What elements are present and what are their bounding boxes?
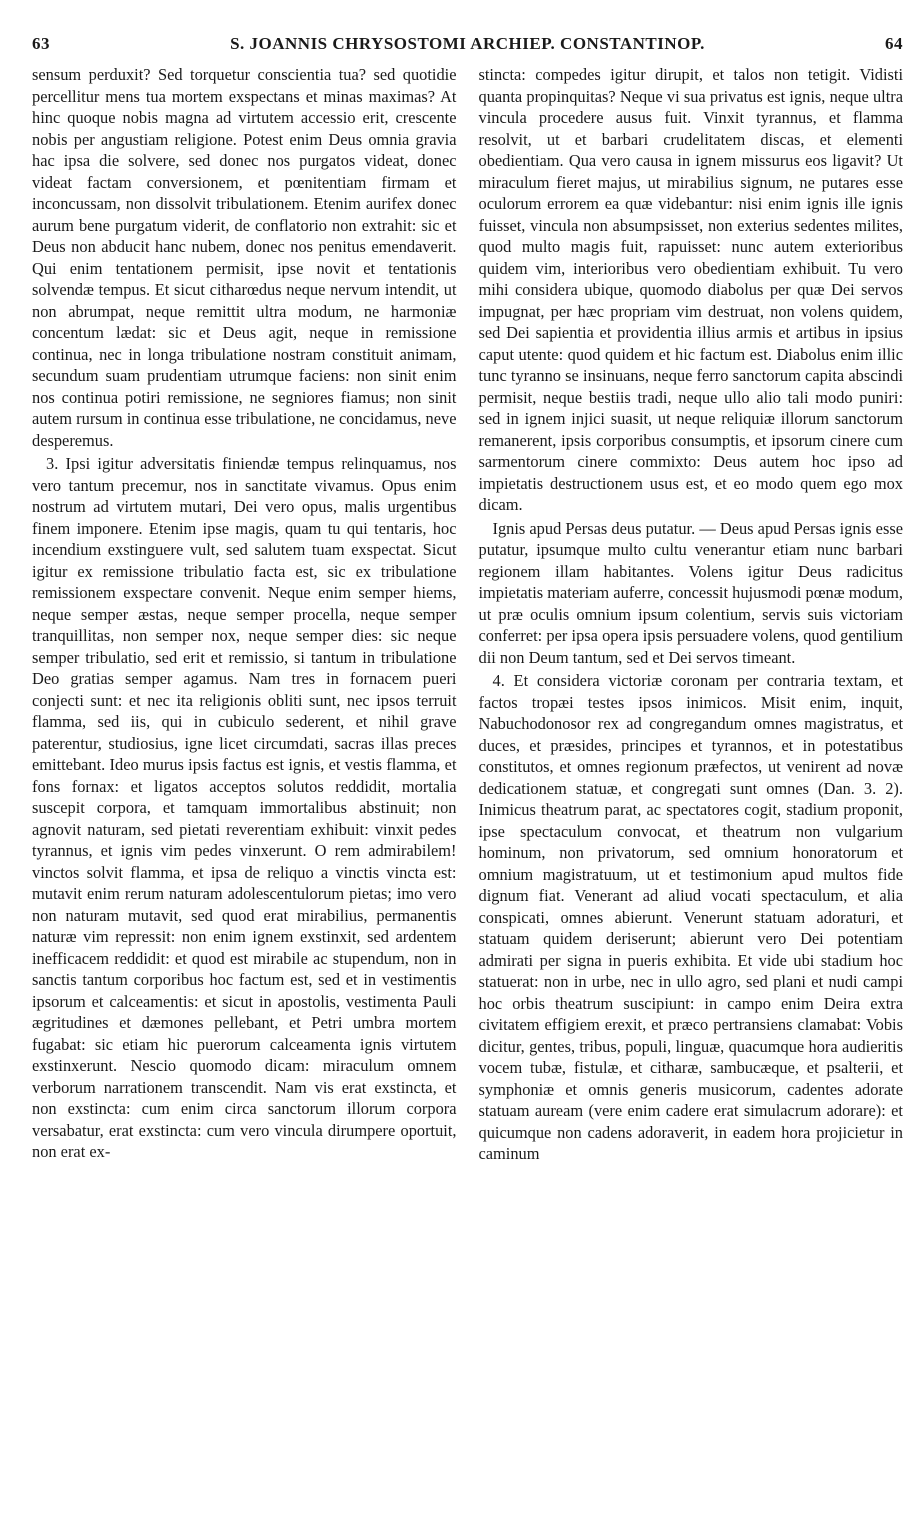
text-columns xyxy=(32,64,903,1165)
paragraph: 3. Ipsi igitur adversitatis finiendæ tempus relinquamus, nos vero tantum precemur, nos in sanctitate vivamus. Opus enim nostrum ad virtutem mutari, Dei vero opus, malis urgentibus finem imponere. Etenim ipse magis, quam tu qui tentaris, hoc incendium exstinguere vult, sed salutem tuam exspectat. Sicut igitur ex remissione tribulatio facta est, sic ex tribulatione remissionem exspectare convenit. Neque enim semper hiems, neque semper æstas, neque semper procella, neque semper tranquillitas, non semper nox, neque semper dies: sic neque semper tribulatio, sed erit et remissio, si tantum in tribulatione Deo gratias semper agamus. Nam tres in fornacem pueri conjecti sunt: et nec ita religionis obliti sunt, nec ipsos terruit flamma, sed iis, qui in cubiculo sederent, et nihil grave paterentur, studiosius, igne licet circumdati, sacras illas preces emittebant. Ideo murus ipsis factus est ignis, et vestis flamma, et fons fornax: et ligatos acceptos solutos reddidit, mortalia suscepit corpora, et tamquam immortalibus abstinuit; non agnovit naturam, sed pietati reverentiam exhibuit: vinxit pedes tyrannus, et ignis vim pedes vinxerunt. O rem admirabilem! vinctos solvit flamma, et ipsa de reliquo a vinctis vincta est: mutavit enim rerum naturam adolescentulorum pietas; imo vero non naturam mutavit, sed quod erat mirabilius, permanentis naturæ vim repressit: non enim ignem exstinxit, sed ardentem inefficacem reddidit: et quod est mirabile ac stupendum, non in sanctis tantum corporibus hoc factum est, sed et in vestimentis ipsorum et calceamentis: et sicut in apostolis, vestimenta Pauli ægritudines et dæmones pellebant, et Petri umbra mortem fugabat: sic etiam hic puerorum calceamenta ignis virtutem exstinxerunt. Nescio quomodo dicam: miraculum omnem verborum narrationem transcendit. Nam vis erat exstincta, et non exstincta: cum enim circa sanctorum illorum corpora versabatur, erat exstincta: cum vero vincula dirumpere oportuit, non erat ex- xyxy=(32,454,457,1161)
page-number-right: 64 xyxy=(885,34,903,53)
paragraph: Ignis apud Persas deus putatur. — Deus apud Persas ignis esse putatur, ipsumque multo cultu venerantur etiam nunc barbari regionem illam habitantes. Volens igitur Deus radicitus impietatis materiam auferre, concessit hujusmodi pœnæ modum, ut præ oculis omnium ipsum colentium, servis suis victoriam conferret: per ipsa opera ipsis persuadere volens, quod gentilium dii non Deum tantum, sed et Dei servos timeant. xyxy=(478,518,903,667)
page-number-left: 63 xyxy=(32,34,50,53)
running-header xyxy=(32,34,903,64)
running-title: S. JOANNIS CHRYSOSTOMI ARCHIEP. CONSTANTINOP. xyxy=(230,34,705,53)
paragraph: 4. Et considera victoriæ coronam per contraria textam, et factos tropæi testes ipsos inimicos. Misit enim, inquit, Nabuchodonosor rex ad congregandum omnes magistratus, et duces, et præsides, principes et tyrannos, et in potestatibus constitutos, et omnes regionum præfectos, ut venirent ad novæ dedicationem statuæ, et congregati sunt omnes (Dan. 3. 2). Inimicus theatrum parat, ac spectatores cogit, stadium proponit, ipse spectaculum convocat, et theatrum non vulgarium hominum, non privatorum, sed omnium honoratorum et omnium magistratuum, ut et testimonium apud multos fide dignum fiat. Venerant ad aliud vocati spectaculum, et alia conspicati, omnes abierunt. Venerunt statuam adoraturi, et statuam quidem deriserunt; abierunt vero Dei potentiam admirati per signa in pueris exhibita. Et vide ubi stadium hoc statuerat: non in urbe, nec in ullo agro, sed plani et nudi campi hoc orbis theatrum suscipiunt: in campo enim Deira extra civitatem effigiem erexit, et præco pertransiens clamabat: Vobis dicitur, gentes, tribus, populi, linguæ, quacumque hora audieritis vocem tubæ, fistulæ, et citharæ, sambucæque, et psalterii, et symphoniæ et omnis generis musicorum, cadentes adorate statuam auream (vere enim cadere erat simulacrum adorare): et quicumque non cadens adoraverit, in eadem hora projicietur in caminum xyxy=(478,671,903,1163)
paragraph: sensum perduxit? Sed torquetur conscientia tua? sed quotidie percellitur mens tua mortem exspectans et minas maximas? At hinc quoque nobis magna ad virtutem accessio erit, crescente nobis per angustiam religione. Potest enim Deus omnia gravia hac ipsa die solvere, sed donec nos purgatos videat, donec videat factam conversionem, et pœnitentiam firmam et inconcussam, non dissolvit tribulationem. Etenim aurifex donec aurum bene purgatum viderit, de conflatorio non extrahit: sic et Deus non abducit hanc nubem, donec nos penitus emendaverit. Qui enim tentationem permisit, ipse novit et tentationis solvendæ tempus. Et sicut citharœdus neque nervum intendit, ut non abrumpat, neque remittit ultra modum, ne harmoniæ concentum lædat: sic et Deus agit, neque in remissione continua, nec in longa tribulatione nostram constituit animam, secundum suam prudentiam utrumque faciens: non sinit enim nos continua potiri remissione, ne segniores fiamus; non sinit autem rursum in continua esse tribulatione, ne concidamus, neve desperemus. xyxy=(32,65,457,450)
left-column xyxy=(32,64,457,1165)
right-column xyxy=(479,64,904,1165)
paragraph: stincta: compedes igitur dirupit, et talos non tetigit. Vidisti quanta propinquitas? Neque vi sua privatus est ignis, neque ultra vincula procedere ausus fuit. Vinxit tyrannus, et flamma resolvit, ut et barbari crudelitatem discas, et elementi obedientiam. Qua vero causa in ignem missurus eos ligavit? Ut miraculum fieret majus, ut mirabilius signum, ne putares esse oculorum errorem ea quæ videbantur: nisi enim ignis ille ignis fuisset, vincula non absumpsisset, non exterius sedentes milites, quod multo magis fuit, rapuisset: nunc autem exterioribus quidem vim, interioribus vero obedientiam exhibuit. Tu vero mihi considera ubique, quomodo diabolus per quæ Dei servos impugnat, per hæc propriam vim destruat, non volens quidem, sed Dei sapientia et providentia illius armis et artibus in ipsius caput utente: quod quidem et hic factum est. Diabolus enim illic tunc tyranno se insinuans, neque ferro sanctorum capita abscindi permisit, neque bestiis tradi, neque ullo alio tali modo puniri: sed in ignem injici suasit, ut neque reliquiæ illorum sanctorum remanerent, ipsis corporibus consumptis, et ipsorum cinere cum sarmentorum cinere commixto: Deus autem hoc ipso ad impietatis destructionem usus est, et eo modo quem ego mox dicam. xyxy=(478,65,903,514)
